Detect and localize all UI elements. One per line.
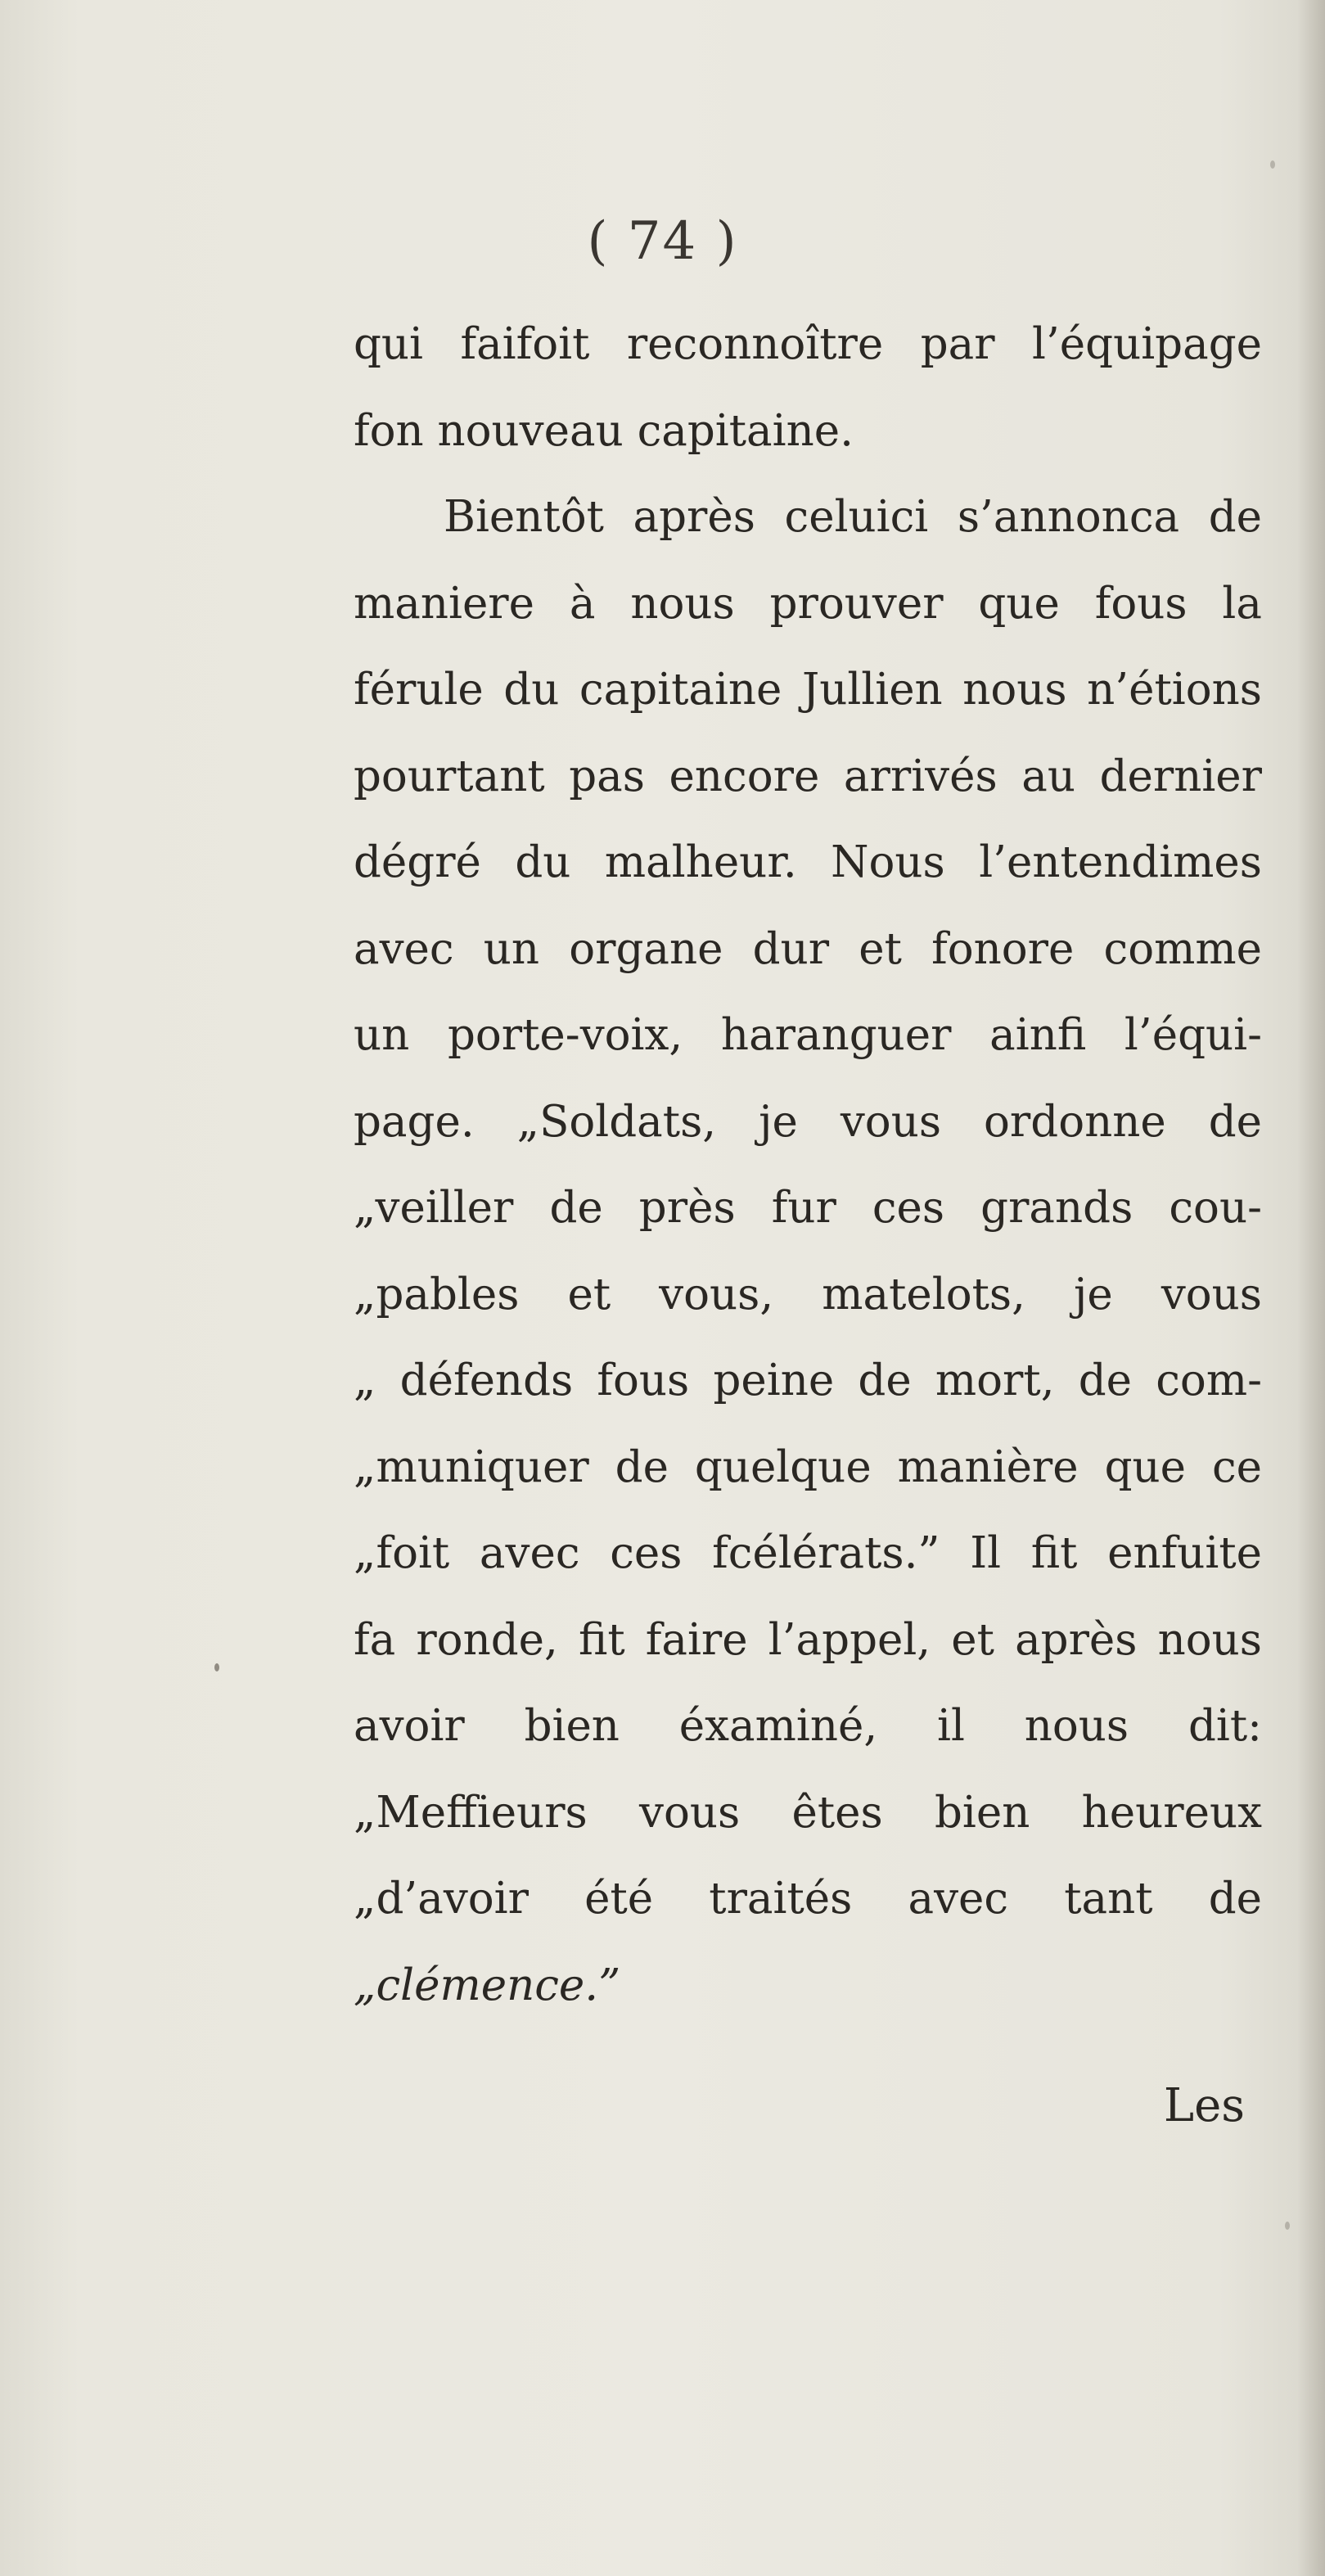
text-line: Bientôt après celuici s’annonca de	[444, 492, 1262, 542]
paper-speck	[214, 1663, 219, 1671]
text-line: „veiller de près fur ces grands cou-	[354, 1183, 1262, 1233]
text-line: „pables et vous, matelots, je vous	[354, 1269, 1262, 1320]
text-line: maniere à nous prouver que fous la	[354, 578, 1262, 629]
text-line: un porte-voix, haranguer ainfi l’équi-	[354, 1010, 1262, 1060]
text-line: dégré du malheur. Nous l’entendimes	[354, 837, 1262, 887]
text-line: qui faifoit reconnoître par l’équipage	[354, 319, 1262, 369]
paper-speck	[1285, 2222, 1290, 2230]
text-line: page. „Soldats, je vous ordonne de	[354, 1096, 1262, 1147]
text-line: „d’avoir été traités avec tant de	[354, 1874, 1262, 1924]
text-line: fa ronde, fit faire l’appel, et après nous	[354, 1614, 1262, 1665]
body-text	[354, 301, 1262, 2028]
text-line: férule du capitaine Jullien nous n’étions	[354, 665, 1262, 715]
text-line: avec un organe dur et fonore comme	[354, 923, 1262, 974]
text-line: avoir bien éxaminé, il nous dit:	[354, 1701, 1262, 1751]
catchword: Les	[1163, 2079, 1245, 2132]
text-line: „clémence.”	[354, 1960, 621, 2010]
text-line: „muniquer de quelque manière que ce	[354, 1441, 1262, 1492]
text-line: „ défends fous peine de mort, de com-	[354, 1356, 1262, 1405]
text-line: „foit avec ces fcélérats.” Il fit enfuite	[354, 1528, 1262, 1578]
page-gutter-shadow	[1297, 0, 1325, 2576]
page-number-header: ( 74 )	[587, 211, 738, 272]
text-line: fon nouveau capitaine.	[354, 405, 854, 456]
text-line: „Meffieurs vous êtes bien heureux	[354, 1787, 1262, 1838]
text-line: pourtant pas encore arrivés au dernier	[354, 751, 1262, 801]
paper-speck	[1270, 160, 1275, 169]
